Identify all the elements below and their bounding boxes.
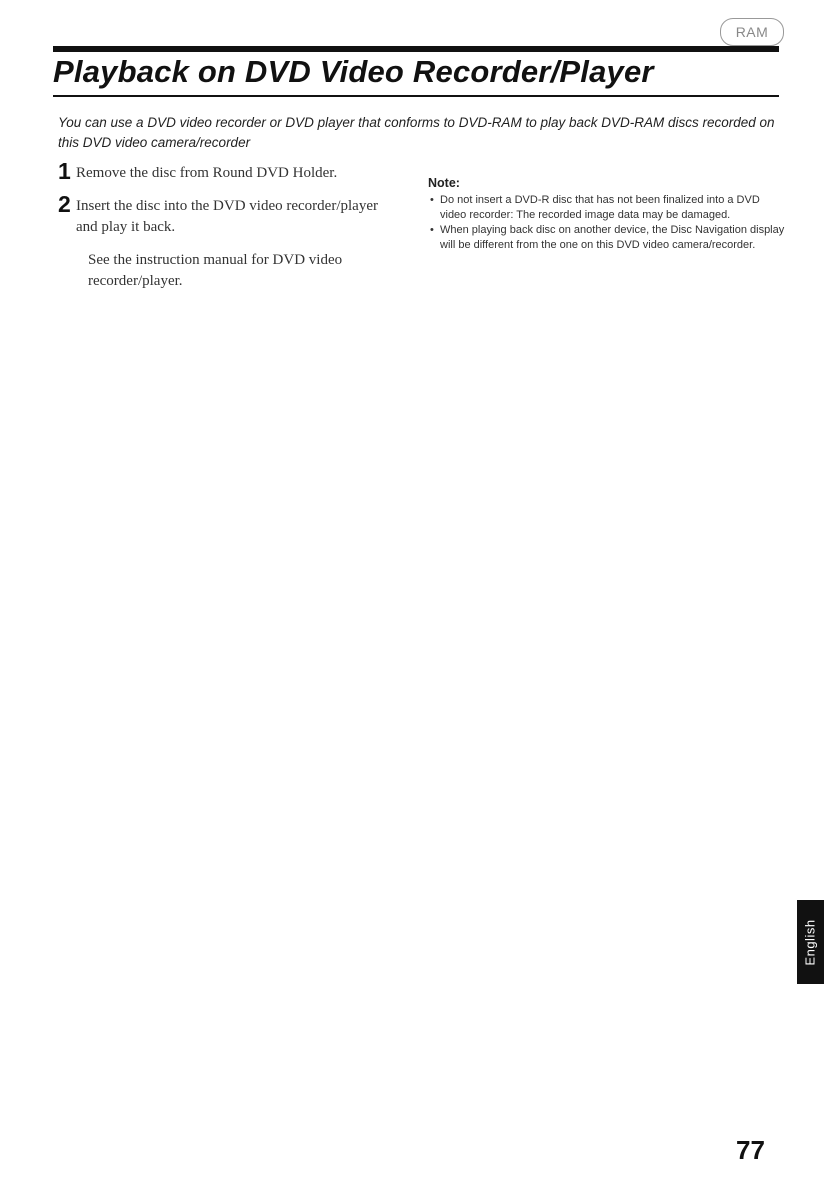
step-text: Remove the disc from Round DVD Holder. (76, 165, 338, 181)
page-number: 77 (736, 1135, 765, 1165)
page-title: Playback on DVD Video Recorder/Player (53, 54, 654, 89)
note-item-text: Do not insert a DVD-R disc that has not been finalized into a DVD video recorder: The recorded image data may be damaged. (440, 194, 760, 221)
bullet-icon: • (430, 224, 434, 236)
step-number: 1 (58, 158, 71, 184)
note-item (428, 193, 788, 223)
top-rule (53, 46, 779, 52)
bullet-icon: • (430, 194, 434, 206)
title-underline (53, 95, 779, 97)
note-item-text: When playing back disc on another device, the Disc Navigation display will be different from the one on this DVD video camera/recorder. (440, 224, 785, 251)
note-item (428, 223, 788, 253)
step-subtext: See the instruction manual for DVD video recorder/player. (88, 252, 343, 289)
language-tab (797, 900, 824, 984)
ram-badge: RAM (720, 18, 784, 46)
intro-text: You can use a DVD video recorder or DVD player that conforms to DVD-RAM to play back DVD-RAM discs recorded on this DVD video camera/recorder (58, 115, 775, 150)
note-box (428, 176, 788, 253)
step-text: Insert the disc into the DVD video recorder/player and play it back. (76, 198, 378, 235)
note-title: Note: (428, 176, 460, 190)
step-number: 2 (58, 191, 71, 217)
step-1 (58, 158, 388, 184)
steps-list (58, 158, 388, 304)
step-2 (58, 191, 388, 292)
language-label: English (803, 918, 819, 966)
